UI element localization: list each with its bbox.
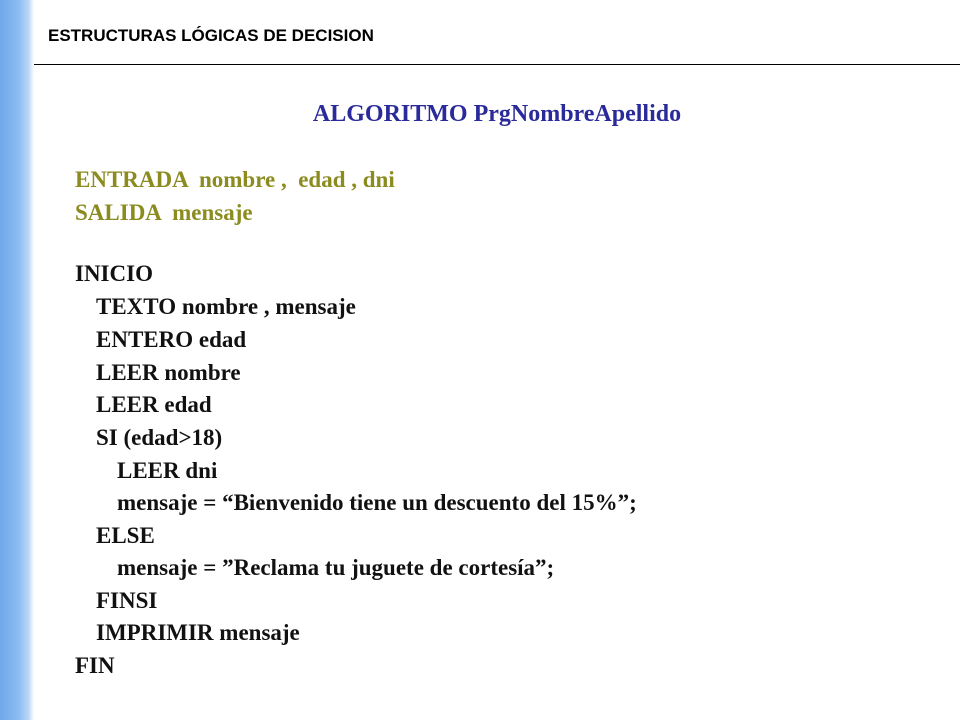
code-line-imprimir: IMPRIMIR mensaje [96,620,300,645]
code-line-entero: ENTERO edad [96,327,247,352]
entrada-line: ENTRADA nombre , edad , dni [75,167,395,192]
header-title: ESTRUCTURAS LÓGICAS DE DECISION [48,26,374,45]
code-line-inicio: INICIO [75,261,153,286]
code-line-mensaje-reclama: mensaje = ”Reclama tu juguete de cortesía”; [117,555,555,580]
code-line-si: SI (edad>18) [96,425,223,450]
code-line-texto: TEXTO nombre , mensaje [96,294,356,319]
code-line-leer-edad: LEER edad [96,392,212,417]
salida-line: SALIDA mensaje [75,200,253,225]
code-line-fin: FIN [75,653,115,678]
code-line-leer-nombre: LEER nombre [96,360,241,385]
header-divider [34,64,960,65]
code-line-leer-dni: LEER dni [117,458,218,483]
decorative-side-bar [0,0,34,720]
code-line-mensaje-bienvenido: mensaje = “Bienvenido tiene un descuento del 15%”; [117,490,637,515]
algorithm-title: ALGORITMO PrgNombreApellido [312,101,682,127]
code-line-else: ELSE [96,523,155,548]
code-line-finsi: FINSI [96,588,158,613]
